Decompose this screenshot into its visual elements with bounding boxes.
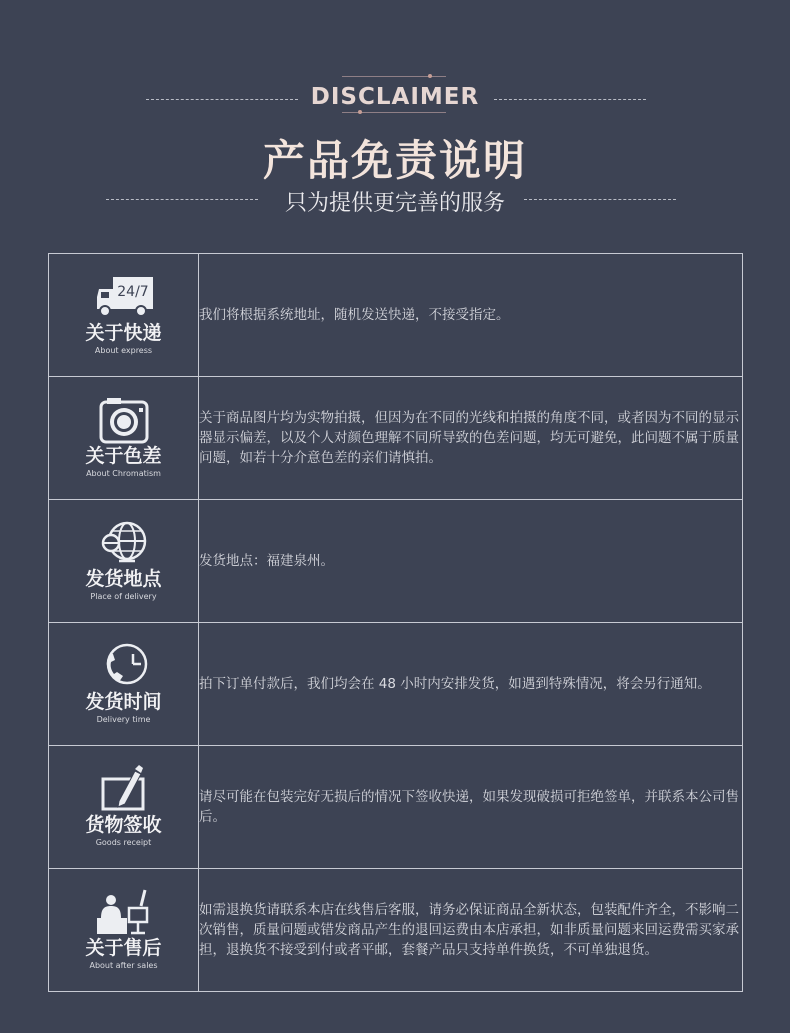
table-row [49,500,743,623]
row-label-en: About express [94,346,153,355]
row-label-en: About Chromatism [86,469,161,478]
camera-icon [89,396,159,444]
row-icon-cell [49,746,199,869]
page-subtitle: 只为提供更完善的服务 [284,191,505,216]
disclaimer-heading: DISCLAIMER [310,84,480,110]
row-text: 请尽可能在包装完好无损后的情况下签收快递，如果发现破损可拒绝签单，并联系本公司售后。 [199,746,743,869]
row-label: 关于快递 [85,322,162,344]
row-icon-cell [49,500,199,623]
row-label: 货物签收 [85,814,162,836]
row-label-en: Goods receipt [95,838,152,847]
row-text: 我们将根据系统地址，随机发送快递，不接受指定。 [199,254,743,377]
row-text: 关于商品图片均为实物拍摄，但因为在不同的光线和拍摄的角度不同，或者因为不同的显示器显示偏差，以及个人对颜色理解不同所导致的色差问题，均无可避免，此问题不属于质量问题，如若十分介意色差的亲们请慎拍。 [199,377,743,500]
row-label: 关于色差 [85,445,162,467]
row-icon-cell [49,254,199,377]
customer-service-icon [89,888,159,936]
row-label: 发货地点 [85,568,162,590]
delivery-truck-24-7-icon [89,273,159,321]
disclaimer-table [48,253,743,992]
decor-dot [428,74,432,78]
row-label-en: Place of delivery [90,592,157,601]
row-text: 拍下订单付款后，我们均会在 48 小时内安排发货，如遇到特殊情况，将会另行通知。 [199,623,743,746]
pen-sign-icon [89,765,159,813]
table-row [49,869,743,992]
row-text: 发货地点：福建泉州。 [199,500,743,623]
row-text: 如需退换货请联系本店在线售后客服，请务必保证商品全新状态，包装配件齐全，不影响二次销售，质量问题或错发商品产生的退回运费由本店承担，如非质量问题来回运费需买家承担，退换货不接受到付或者平邮，套餐产品只支持单件换货，不可单独退货。 [199,869,743,992]
page-title: 产品免责说明 [262,136,527,185]
globe-icon [89,519,159,567]
header [0,0,790,240]
row-label-en: Delivery time [96,715,151,724]
row-label-en: About after sales [89,961,158,970]
table-row [49,377,743,500]
row-icon-cell [49,869,199,992]
row-icon-cell [49,623,199,746]
row-icon-cell [49,377,199,500]
table-row [49,623,743,746]
decor-dot [358,110,362,114]
phone-clock-icon [89,642,159,690]
row-label: 关于售后 [85,937,162,959]
table-row [49,746,743,869]
row-label: 发货时间 [85,691,162,713]
svg-text:24/7: 24/7 [116,284,149,300]
table-row [49,254,743,377]
